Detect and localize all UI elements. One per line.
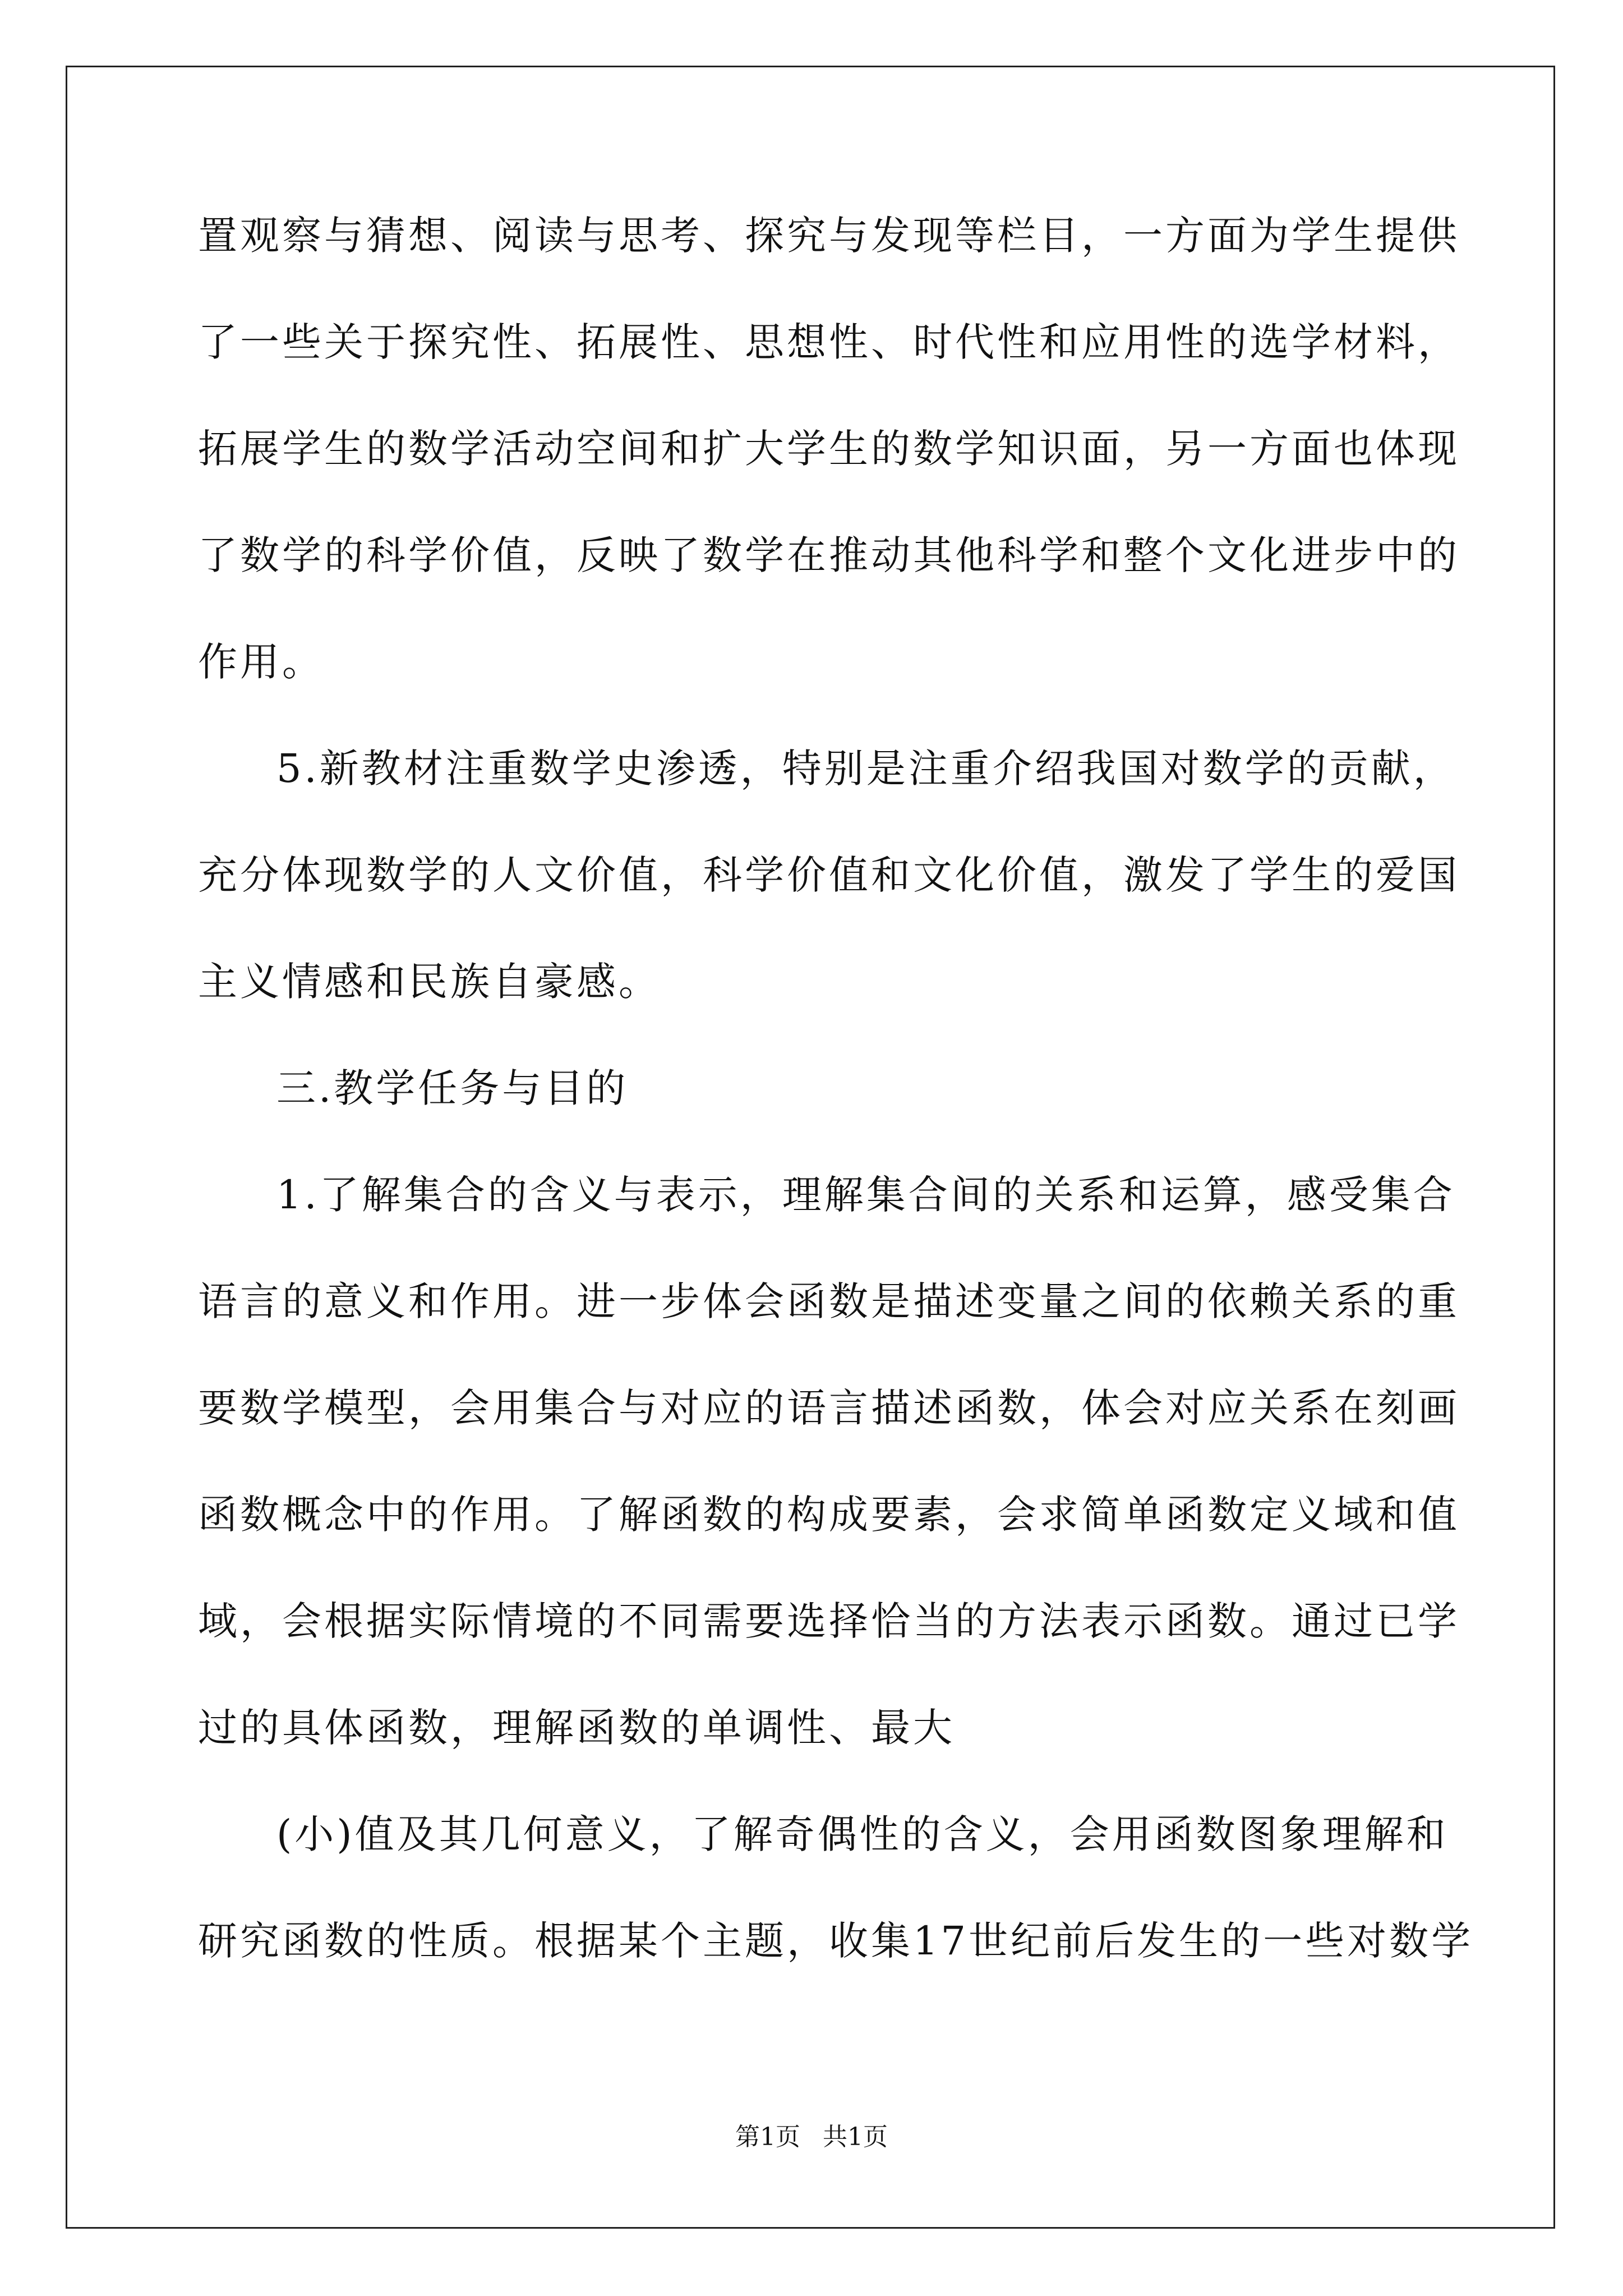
text-line: 语言的意义和作用。进一步体会函数是描述变量之间的依赖关系的重 — [198, 1278, 1460, 1324]
paragraph-start-line: 1.了解集合的含义与表示，理解集合间的关系和运算，感受集合 — [276, 1172, 1455, 1218]
text-line: 主义情感和民族自豪感。 — [198, 959, 661, 1005]
page-border — [66, 66, 1555, 2229]
page-footer — [0, 2120, 1623, 2154]
section-heading: 三.教学任务与目的 — [276, 1065, 629, 1111]
page-number: 第1页 — [735, 2123, 800, 2151]
text-line: 要数学模型，会用集合与对应的语言描述函数，体会对应关系在刻画 — [198, 1385, 1460, 1431]
paragraph-start-line: (小)值及其几何意义，了解奇偶性的含义，会用函数图象理解和 — [276, 1811, 1449, 1857]
text-line: 置观察与猜想、阅读与思考、探究与发现等栏目，一方面为学生提供 — [198, 213, 1460, 259]
text-line: 了数学的科学价值，反映了数学在推动其他科学和整个文化进步中的 — [198, 532, 1460, 578]
text-line: 拓展学生的数学活动空间和扩大学生的数学知识面，另一方面也体现 — [198, 426, 1460, 472]
text-line: 了一些关于探究性、拓展性、思想性、时代性和应用性的选学材料， — [198, 319, 1460, 365]
text-line: 域，会根据实际情境的不同需要选择恰当的方法表示函数。通过已学 — [198, 1598, 1460, 1644]
paragraph-start-line: 5.新教材注重数学史渗透，特别是注重介绍我国对数学的贡献， — [276, 746, 1455, 792]
page-total: 共1页 — [823, 2123, 888, 2151]
text-line: 充分体现数学的人文价值，科学价值和文化价值，激发了学生的爱国 — [198, 852, 1460, 898]
text-line: 研究函数的性质。根据某个主题，收集17世纪前后发生的一些对数学 — [198, 1918, 1474, 1964]
text-line: 函数概念中的作用。了解函数的构成要素，会求简单函数定义域和值 — [198, 1492, 1460, 1538]
text-line: 过的具体函数，理解函数的单调性、最大 — [198, 1705, 955, 1751]
text-line: 作用。 — [198, 639, 324, 685]
